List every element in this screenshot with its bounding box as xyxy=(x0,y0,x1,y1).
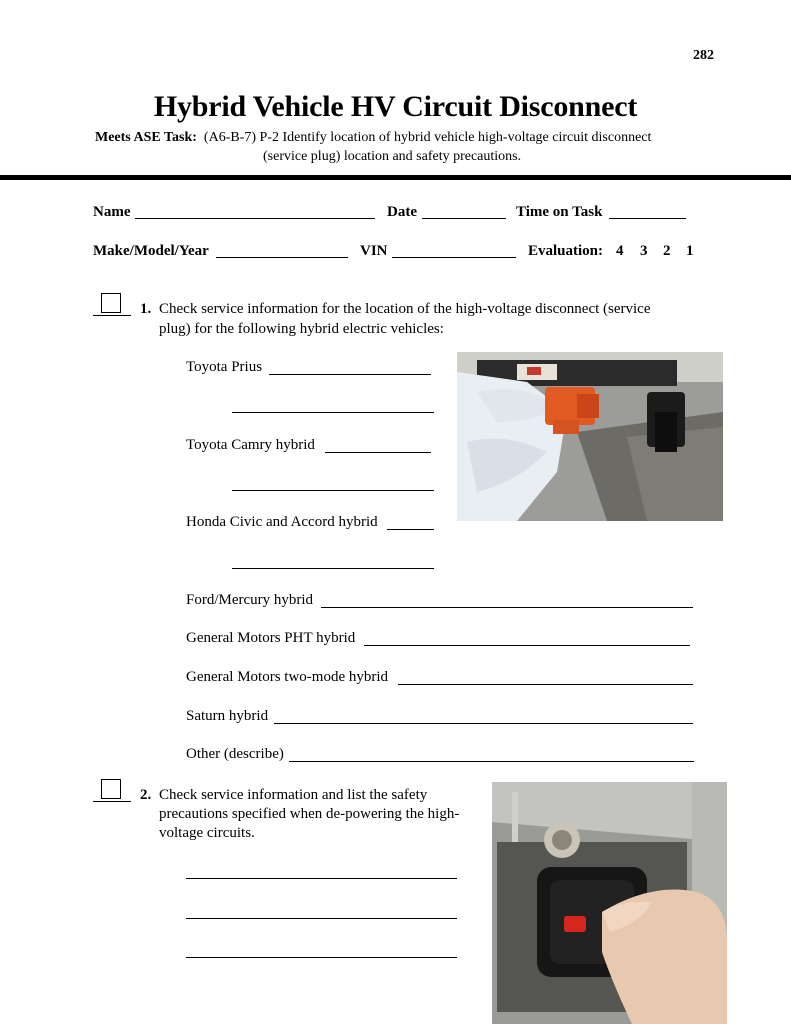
task2-number: 2. xyxy=(140,787,152,803)
page-number: 282 xyxy=(693,48,714,63)
vin-label: VIN xyxy=(360,243,388,259)
task1-text-line1: Check service information for the location of the high-voltage disconnect (service xyxy=(159,301,651,317)
gm-pht-field[interactable] xyxy=(364,645,690,646)
honda-field[interactable] xyxy=(387,529,434,530)
task2-answer-line-2[interactable] xyxy=(186,918,457,919)
task1-check-underline xyxy=(93,315,131,316)
toyota-camry-field-2[interactable] xyxy=(232,490,434,491)
header-divider xyxy=(0,175,791,180)
ford-field[interactable] xyxy=(321,607,693,608)
task2-answer-line-1[interactable] xyxy=(186,878,457,879)
task2-text-line2: precautions specified when de-powering the high- xyxy=(159,806,460,822)
other-label: Other (describe) xyxy=(186,746,284,762)
name-label: Name xyxy=(93,204,131,220)
ford-label: Ford/Mercury hybrid xyxy=(186,592,314,608)
name-field[interactable] xyxy=(135,218,375,219)
disconnect-button-photo-graphic xyxy=(492,782,727,1024)
ase-label: Meets ASE Task: xyxy=(95,130,197,145)
gm-two-mode-label: General Motors two-mode hybrid xyxy=(186,669,389,685)
page-title: Hybrid Vehicle HV Circuit Disconnect xyxy=(153,90,638,123)
saturn-field[interactable] xyxy=(274,723,693,724)
task1-text-line2: plug) for the following hybrid electric vehicles: xyxy=(159,321,444,337)
honda-label: Honda Civic and Accord hybrid xyxy=(186,514,378,530)
ase-task-line2: (service plug) location and safety precautions. xyxy=(263,149,522,164)
service-plug-photo-graphic xyxy=(457,352,723,521)
gm-pht-label: General Motors PHT hybrid xyxy=(186,630,356,646)
evaluation-score-2[interactable]: 2 xyxy=(663,243,671,259)
task1-number: 1. xyxy=(140,301,152,317)
make-model-year-label: Make/Model/Year xyxy=(93,243,209,259)
service-plug-photo xyxy=(457,352,723,521)
honda-field-2[interactable] xyxy=(232,568,434,569)
evaluation-score-3[interactable]: 3 xyxy=(640,243,648,259)
toyota-camry-label: Toyota Camry hybrid xyxy=(186,437,315,453)
task2-check-underline xyxy=(93,801,131,802)
task2-answer-line-3[interactable] xyxy=(186,957,457,958)
saturn-label: Saturn hybrid xyxy=(186,708,269,724)
time-on-task-label: Time on Task xyxy=(516,204,603,220)
ase-text: (A6-B-7) P-2 Identify location of hybrid vehicle high-voltage circuit disconnect xyxy=(203,130,652,145)
toyota-camry-field[interactable] xyxy=(325,452,431,453)
evaluation-score-1[interactable]: 1 xyxy=(686,243,694,259)
vin-field[interactable] xyxy=(392,257,516,258)
make-model-year-field[interactable] xyxy=(216,257,348,258)
toyota-prius-field[interactable] xyxy=(269,374,431,375)
other-field[interactable] xyxy=(289,761,694,762)
time-on-task-field[interactable] xyxy=(609,218,686,219)
evaluation-label: Evaluation: xyxy=(528,243,604,259)
toyota-prius-label: Toyota Prius xyxy=(186,359,263,375)
evaluation-score-4[interactable]: 4 xyxy=(616,243,624,259)
date-field[interactable] xyxy=(422,218,506,219)
task2-text-line3: voltage circuits. xyxy=(159,825,255,841)
date-label: Date xyxy=(387,204,417,220)
gm-two-mode-field[interactable] xyxy=(398,684,693,685)
ase-task-line1 xyxy=(95,130,651,146)
task2-text-line1: Check service information and list the safety xyxy=(159,787,428,803)
task2-checkbox[interactable] xyxy=(101,779,121,799)
toyota-prius-field-2[interactable] xyxy=(232,412,434,413)
disconnect-button-photo xyxy=(492,782,727,1024)
task1-checkbox[interactable] xyxy=(101,293,121,313)
